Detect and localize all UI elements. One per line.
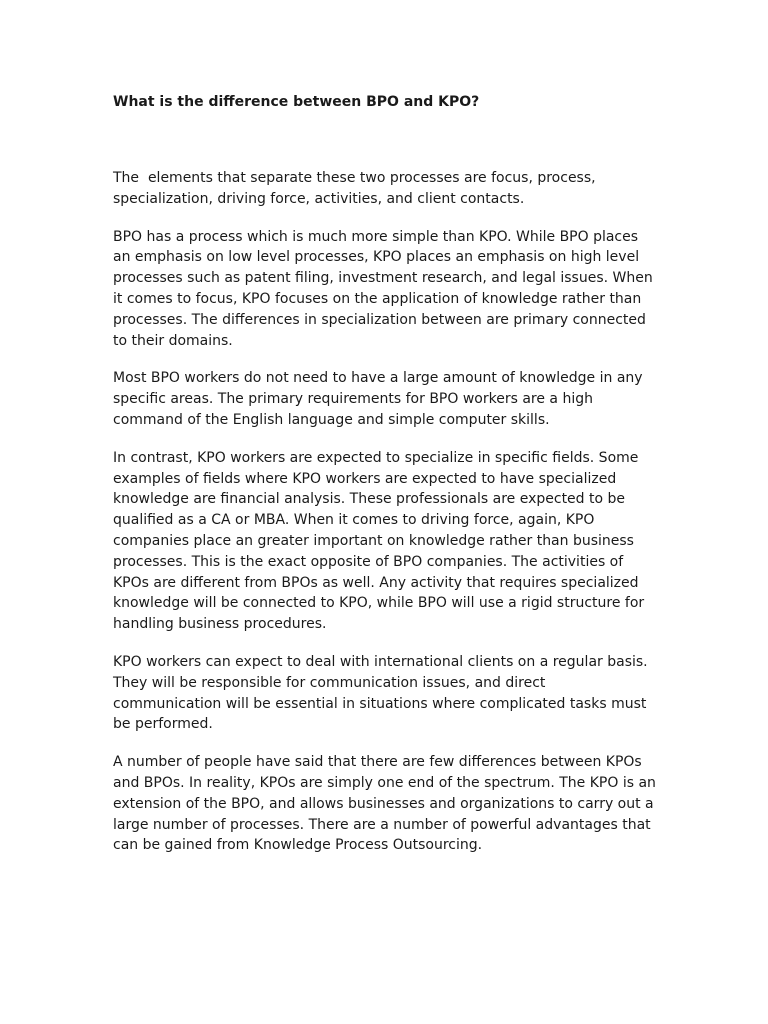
document-body [113,168,661,856]
paragraph-2: BPO has a process which is much more simple than KPO. While BPO places an emphasis on low level processes, KPO places an emphasis on high level processes such as patent filing, investment research, and legal issues. When it comes to focus, KPO focuses on the application of knowledge rather than processes. The differences in specialization between are primary connected to their domains. [113,228,658,349]
paragraph-1: The elements that separate these two processes are focus, process, specialization, driving force, activities, and client contacts. [113,170,601,207]
document-title: What is the difference between BPO and KPO? [113,94,480,110]
paragraph-5: KPO workers can expect to deal with international clients on a regular basis. They will be responsible for communication issues, and direct communication will be essential in situations where complicated tasks must be performed. [113,653,653,733]
paragraph-6: A number of people have said that there are few differences between KPOs and BPOs. In reality, KPOs are simply one end of the spectrum. The KPO is an extension of the BPO, and allows businesses and organizations to carry out a large number of processes. There are a number of powerful advantages that can be gained from Knowledge Process Outsourcing. [113,754,661,854]
document-page [113,92,661,873]
paragraph-3: Most BPO workers do not need to have a large amount of knowledge in any specific areas. The primary requirements for BPO workers are a high command of the English language and simple computer skills. [113,370,648,428]
paragraph-4: In contrast, KPO workers are expected to specialize in specific fields. Some examples of fields where KPO workers are expected to have specialized knowledge are financial analysis. These professionals are expected to be qualified as a CA or MBA. When it comes to driving force, again, KPO companies place an greater important on knowledge rather than business processes. This is the exact opposite of BPO companies. The activities of KPOs are different from BPOs as well. Any activity that requires specialized knowledge will be connected to KPO, while BPO will use a rigid structure for handling business procedures. [113,449,649,633]
